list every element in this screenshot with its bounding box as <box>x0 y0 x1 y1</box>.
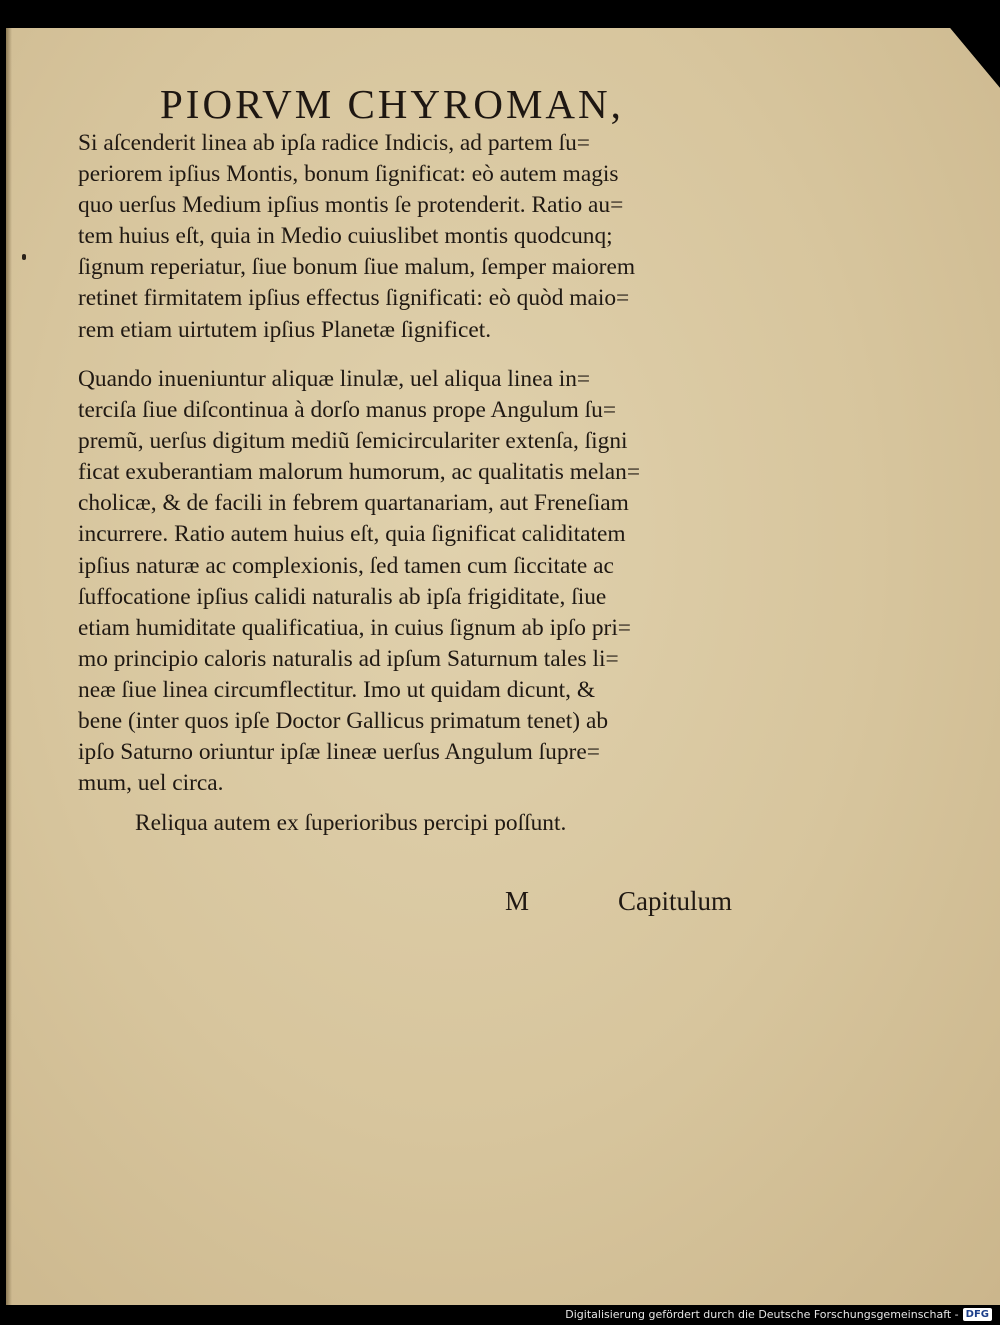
text-line: ficat exuberantiam malorum humorum, ac qualitatis melan= <box>78 459 641 486</box>
text-line: Si aſcenderit linea ab ipſa radice Indicis, ad partem ſu= <box>78 130 590 156</box>
dfg-logo: DFG <box>963 1308 992 1321</box>
text-line: Reliqua autem ex ſuperioribus percipi poſſunt. <box>135 810 567 836</box>
text-line: quo uerſus Medium ipſius montis ſe protenderit. Ratio au= <box>78 192 624 219</box>
text-line: premũ, uerſus digitum mediũ ſemicirculariter extenſa, ſigni <box>78 428 628 455</box>
credit-text: Digitalisierung gefördert durch die Deutsche Forschungsgemeinschaft - <box>565 1308 959 1321</box>
text-line: retinet firmitatem ipſius effectus ſignificati: eò quòd maio= <box>78 285 630 312</box>
text-line: mum, uel circa. <box>78 770 224 797</box>
text-line: mo principio caloris naturalis ad ipſum Saturnum tales li= <box>78 645 619 672</box>
text-line: cholicæ, & de facili in febrem quartanariam, aut Freneſiam <box>78 490 629 517</box>
text-line: ipſo Saturno oriuntur ipſæ lineæ uerſus Angulum ſupre= <box>78 739 600 766</box>
text-line: incurrere. Ratio autem huius eſt, quia ſignificat caliditatem <box>78 521 626 548</box>
text-line: terciſa ſiue diſcontinua à dorſo manus prope Angulum ſu= <box>78 397 617 424</box>
text-line: rem etiam uirtutem ipſius Planetæ ſignificet. <box>78 316 492 343</box>
text-line: ipſius naturæ ac complexionis, ſed tamen cum ſiccitate ac <box>78 552 614 579</box>
running-header: PIORVM CHYROMAN, <box>160 81 624 127</box>
catchword: Capitulum <box>618 886 732 916</box>
paragraph-3 <box>135 808 797 839</box>
digitization-credit <box>565 1308 992 1321</box>
paragraph-1 <box>78 128 740 346</box>
margin-ink-mark <box>22 254 26 260</box>
text-line: periorem ipſius Montis, bonum ſignificat: eò autem magis <box>78 161 619 188</box>
text-line: ſignum reperiatur, ſiue bonum ſiue malum, ſemper maiorem <box>78 254 636 281</box>
text-line: ſuffocatione ipſius calidi naturalis ab ipſa frigiditate, ſiue <box>78 583 607 610</box>
paragraph-2 <box>78 364 740 799</box>
text-line: Quando inueniuntur aliquæ linulæ, uel aliqua linea in= <box>78 366 591 392</box>
text-line: etiam humiditate qualificatiua, in cuius ſignum ab ipſo pri= <box>78 614 632 641</box>
page-binding-shadow <box>6 28 12 1305</box>
text-line: neæ ſiue linea circumflectitur. Imo ut quidam dicunt, & <box>78 676 596 703</box>
text-line: tem huius eſt, quia in Medio cuiuslibet montis quodcunq; <box>78 223 613 250</box>
text-line: bene (inter quos ipſe Doctor Gallicus primatum tenet) ab <box>78 708 609 735</box>
signature-mark: M <box>505 886 530 916</box>
